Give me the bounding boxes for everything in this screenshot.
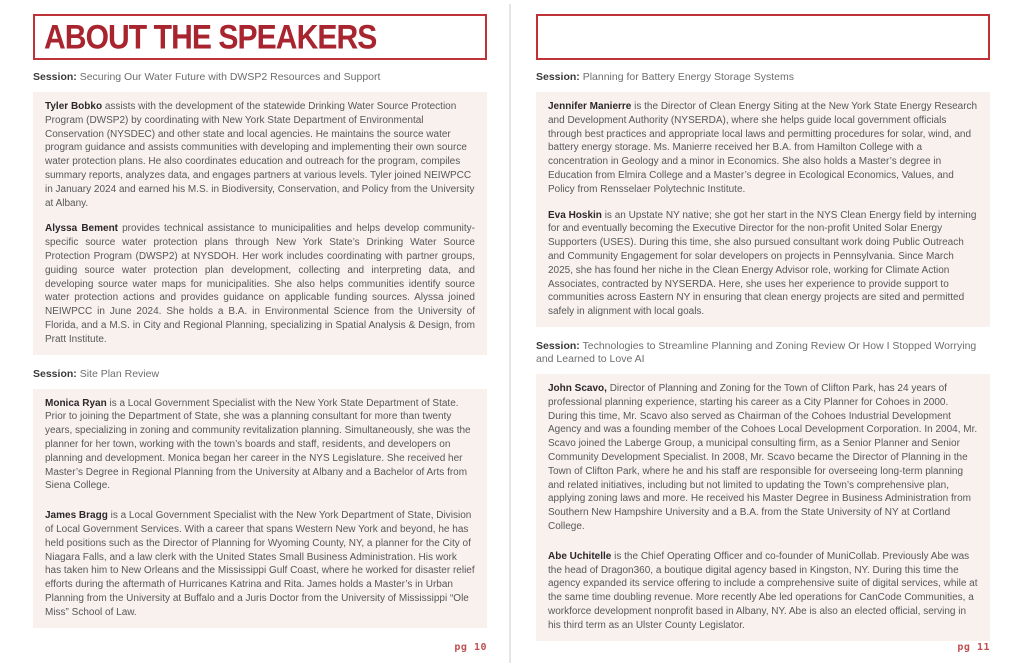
- session-heading: [536, 340, 990, 366]
- session-heading: [33, 71, 487, 84]
- speaker-name: Jennifer Manierre: [548, 101, 632, 112]
- speaker-bio-card: [536, 92, 990, 327]
- speaker-name: John Scavo,: [548, 382, 607, 394]
- session-title: Technologies to Streamline Planning and Zoning Review Or How I Stopped Worrying and Learned to Love AI: [536, 339, 977, 365]
- speaker-bio: [45, 397, 475, 494]
- speaker-name: Tyler Bobko: [45, 101, 103, 112]
- speaker-bio-text: is a Local Government Specialist with the New York Department of State, Division of Local Government Services. With a career that spans Western New York and beyond, he has held positions such as the Director of Planning for Wyoming County, NY, a planner for the City of Niagara Falls, and a law clerk with the United States Small Business Administration. His work has taken him to New Orleans and the Mississippi Gulf Coast, where he worked for disaster relief efforts during the aftermath of Hurricanes Katrina and Rita. James holds a Master’s in Urban Planning from the University at Buffalo and a Juris Doctor from the University of Mississippi “Ole Miss” School of Law.: [45, 510, 475, 618]
- booklet-page-left: [33, 0, 487, 663]
- session-heading: [33, 368, 487, 381]
- speaker-bio: [548, 382, 978, 534]
- page-title: ABOUT THE SPEAKERS: [44, 17, 377, 56]
- speaker-name: Eva Hoskin: [548, 209, 602, 221]
- session-title: Planning for Battery Energy Storage Systems: [582, 71, 794, 83]
- speaker-bio: [548, 209, 978, 319]
- session-label: Session:: [536, 339, 580, 352]
- speaker-bio-text: provides technical assistance to municipalities and helps develop community-specific source water protection plans through New York State’s Drinking Water Source Protection Program (DWSP2) at NYSDOH. Her work includes coordinating with partner groups, guiding source water protection plan development, collecting and interpreting data, and developing source water maps for municipalities. She also helps communities identify source water protection actions and provides guidance on applicable funding sources. Alyssa joined NEIWPCC in June 2024. She holds a B.A. in Environmental Science from the University of Florida, and a M.S. in City and Regional Planning, specializing in Spatial Analysis & Design, from Pratt Institute.: [45, 223, 475, 345]
- speaker-name: Alyssa Bement: [45, 223, 119, 235]
- speaker-bio: [45, 100, 475, 210]
- speaker-bio-card: [33, 389, 487, 628]
- session-label: Session:: [33, 367, 77, 380]
- session-heading: [536, 71, 990, 84]
- session-title: Securing Our Water Future with DWSP2 Resources and Support: [79, 71, 381, 83]
- page-number: pg 11: [957, 642, 990, 653]
- speaker-bio: [548, 100, 978, 197]
- speaker-name: Abe Uchitelle: [548, 550, 612, 562]
- speaker-bio-text: is an Upstate NY native; she got her start in the NYS Clean Energy field by interning for and eventually becoming the Executive Director for the non-profit United Solar Energy Supporters (USES). During this time, she also pursued consultant work doing Public Outreach and Community Engagement for solar developers on projects in Pennsylvania. Since March 2025, she has found her niche in the Clean Energy Advisor role, working for Climate Action Associates, contracted by NYSERDA. Here, she uses her experience to provide support to communities across Eastern NY in ensuring that clean energy projects are sited and permitted safely in alignment with local goals.: [548, 209, 977, 318]
- speaker-name: Monica Ryan: [45, 397, 107, 409]
- page-gutter-divider: [509, 4, 511, 663]
- speaker-bio: [45, 222, 475, 346]
- page-title-box: [33, 14, 487, 60]
- session-label: Session:: [536, 71, 580, 83]
- speaker-bio: [548, 550, 978, 633]
- speaker-bio-card: [536, 374, 990, 641]
- page-title-box-empty: [536, 14, 990, 60]
- speaker-name: James Bragg: [45, 510, 108, 522]
- speaker-bio-text: is a Local Government Specialist with the New York State Department of State. Prior to joining the Department of State, she was a planning consultant for more than twenty years, specializing in zoning and community revitalization planning. Simultaneously, she was the planner for her town, working with the town’s boards and staff, residents, and developers on planning and development. Monica began her career in the NYS Legislature. She received her Master’s Degree in Regional Planning from the University at Albany and a Bachelor of Arts from Siena College.: [45, 397, 471, 492]
- speaker-bio-text: is the Director of Clean Energy Siting at the New York State Energy Research and Development Authority (NYSERDA), where she helps guide local government officials through best practices and appropriate local laws and permitting procedures for solar, wind, and battery energy storage. Ms. Manierre received her B.A. from Hamilton College with a concentration in Geology and a minor in Economics. She also holds a Master’s degree in Education from Elmira College and a Master’s degree in Ecological Economics, Values, and Policy from Rensselaer Polytechnic Institute.: [548, 101, 978, 195]
- speaker-bio: [45, 509, 475, 619]
- session-title: Site Plan Review: [79, 367, 160, 380]
- page-number: pg 10: [454, 642, 487, 653]
- speaker-bio-text: assists with the development of the statewide Drinking Water Source Protection Program (DWSP2) by coordinating with New York State Department of Environmental Conservation (NYSDEC) and other state and local agencies. He maintains the source water program guidance and assists communities with developing and implementing their own source water protection plans. He also coordinates education and outreach for the program, compiles summary reports, analyzes data, and engages partners at various levels. Tyler joined NEIWPCC in January 2024 and earned his M.S. in Biodiversity, Conservation, and Policy from the University at Albany.: [45, 101, 475, 209]
- speaker-bio-card: [33, 92, 487, 355]
- speaker-bio-text: Director of Planning and Zoning for the Town of Clifton Park, has 24 years of professional planning experience, starting his career as a City Planner for Cohoes in 2000. During this time, Mr. Scavo also served as Chairman of the Cohoes Industrial Development Agency and was a founding member of the Cohoes Local Development Corporation. In 2004, Mr. Scavo joined the Laberge Group, a municipal consulting firm, as a Senior Planner and Senior Community Development Specialist. In 2008, Mr. Scavo became the Director of Planning in the Town of Clifton Park, where he and his staff are responsible for overseeing long-term planning and related initiatives, including but not limited to updating the Town’s comprehensive plan, applying zoning laws and more. He received his Master Degree in Business Administration from Southern New Hampshire University and a B.A. from the State University of NY at Cortland College.: [548, 382, 978, 532]
- speaker-bio-text: is the Chief Operating Officer and co-founder of MuniCollab. Previously Abe was the head of Dragon360, a boutique digital agency based in Kingston, NY. During this time the agency expanded its service offering to include a comprehensive suite of digital services, while at the same time doubling revenue. More recently Abe led operations for CanCode Communities, a workforce development nonprofit based in Albany, NY. Abe is also an elected official, serving in his third term as an Ulster County Legislator.: [548, 550, 978, 631]
- session-label: Session:: [33, 71, 77, 83]
- booklet-page-right: [536, 0, 990, 663]
